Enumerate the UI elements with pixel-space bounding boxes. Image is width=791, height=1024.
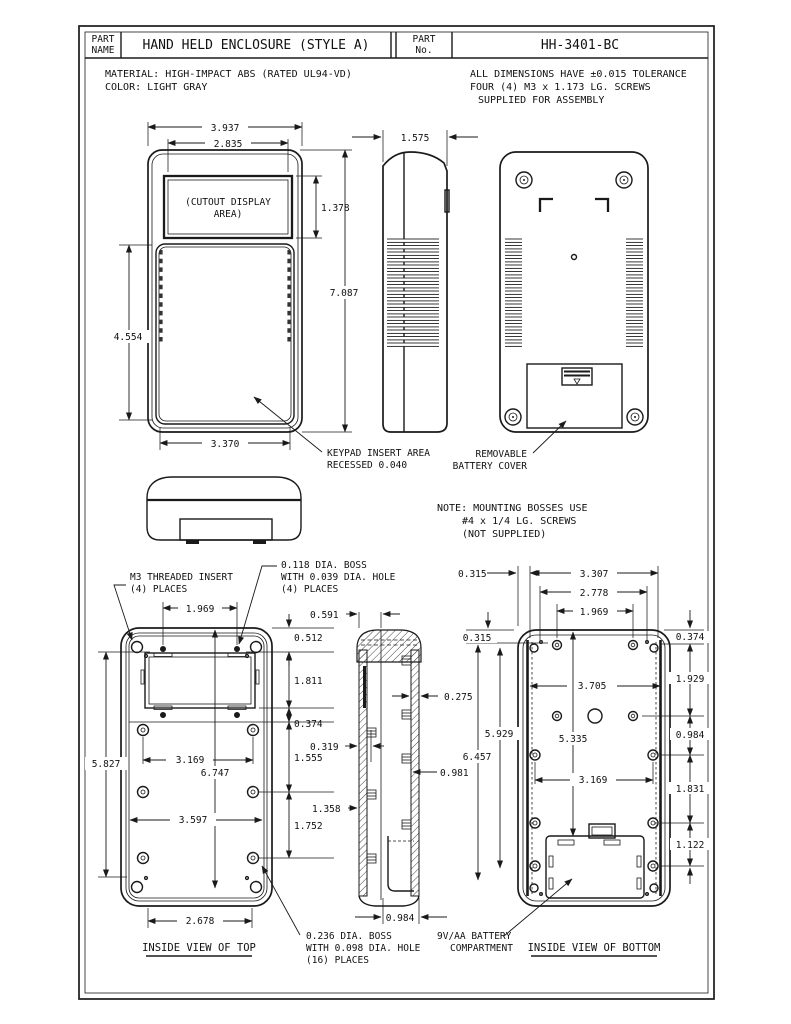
mounting-note bbox=[437, 503, 588, 540]
inside-bottom-view bbox=[518, 630, 670, 906]
part-name-label-1: PART bbox=[91, 34, 115, 45]
boss-note-3: (4) PLACES bbox=[281, 584, 339, 595]
dim-inner-width-bottom: 3.705 bbox=[577, 681, 607, 692]
dim-center-height: 5.335 bbox=[558, 734, 588, 745]
screw-top-left bbox=[516, 172, 532, 188]
screw-bottom-left bbox=[505, 409, 521, 425]
dim-overall-height-bottom: 6.457 bbox=[462, 752, 492, 763]
dim-edge-top: 0.315 bbox=[458, 569, 487, 580]
inside-bottom-caption: INSIDE VIEW OF BOTTOM bbox=[527, 942, 661, 954]
bracket-right bbox=[595, 199, 608, 212]
mounting-note-3: (NOT SUPPLIED) bbox=[462, 529, 547, 540]
dim-edge-left: 0.315 bbox=[462, 633, 492, 644]
dim-right-2: 0.984 bbox=[675, 730, 705, 741]
screw-top-right bbox=[616, 172, 632, 188]
boss16-note-3: (16) PLACES bbox=[306, 955, 369, 966]
boss-note-1: 0.118 DIA. BOSS bbox=[281, 560, 367, 571]
dim-keypad-height: 4.554 bbox=[113, 332, 143, 343]
dim-top-offset: 0.512 bbox=[294, 633, 323, 644]
tolerance-note-3: SUPPLIED FOR ASSEMBLY bbox=[478, 95, 605, 106]
back-ribs-right bbox=[626, 238, 643, 348]
dim-top-offset: 0.591 bbox=[310, 610, 339, 621]
dim-gap: 0.374 bbox=[294, 719, 323, 730]
keypad-note-2: RECESSED 0.040 bbox=[327, 460, 408, 471]
side-view bbox=[352, 130, 478, 432]
dim-boss-pitch-bottom: 1.969 bbox=[579, 607, 609, 618]
front-view bbox=[148, 150, 302, 432]
insert-note-1: M3 THREADED INSERT bbox=[130, 572, 233, 583]
dim-inner-height: 6.747 bbox=[200, 768, 230, 779]
battery-cover bbox=[527, 364, 622, 428]
dim-boss-pitch: 1.969 bbox=[185, 604, 215, 615]
battery-note-1: 9V/AA BATTERY bbox=[437, 931, 512, 942]
dim-side-height: 5.827 bbox=[91, 759, 121, 770]
battery-note-2: COMPARTMENT bbox=[450, 943, 513, 954]
section-view bbox=[357, 630, 421, 906]
section-clips bbox=[367, 656, 411, 863]
cover-note-1: REMOVABLE bbox=[475, 449, 527, 460]
bracket-left bbox=[540, 199, 553, 212]
material-notes bbox=[105, 69, 352, 93]
tolerance-note-1: ALL DIMENSIONS HAVE ±0.015 TOLERANCE bbox=[470, 69, 687, 80]
dim-overall-width: 3.937 bbox=[210, 123, 240, 134]
cover-note-2: BATTERY COVER bbox=[452, 461, 527, 472]
part-name-value: HAND HELD ENCLOSURE (STYLE A) bbox=[142, 38, 370, 53]
battery-compartment bbox=[546, 824, 644, 898]
dim-left-upper: 0.319 bbox=[310, 742, 339, 753]
display-cutout-label-1: (CUTOUT DISPLAY bbox=[185, 197, 271, 208]
material-note: MATERIAL: HIGH-IMPACT ABS (RATED UL94-VD) bbox=[105, 69, 352, 80]
tolerance-note-2: FOUR (4) M3 x 1.173 LG. SCREWS bbox=[470, 82, 651, 93]
dim-right-3: 1.831 bbox=[675, 784, 705, 795]
dim-row-2: 1.752 bbox=[294, 821, 323, 832]
back-ribs-left bbox=[505, 238, 522, 348]
dim-display-height: 1.378 bbox=[321, 203, 350, 214]
dim-boss-width: 3.169 bbox=[175, 755, 205, 766]
tolerance-notes bbox=[470, 69, 687, 106]
screw-bottom-right bbox=[627, 409, 643, 425]
dim-boss-width-bottom: 3.169 bbox=[578, 775, 608, 786]
dim-depth: 1.575 bbox=[400, 133, 430, 144]
boss16-note-2: WITH 0.098 DIA. HOLE bbox=[306, 943, 421, 954]
keypad-note-1: KEYPAD INSERT AREA bbox=[327, 448, 430, 459]
dim-display-opening: 1.811 bbox=[294, 676, 323, 687]
inside-top-dimensions bbox=[85, 560, 396, 956]
battery-cover-latch bbox=[562, 368, 592, 385]
dim-side-height-bottom: 5.929 bbox=[484, 729, 514, 740]
part-no-value: HH-3401-BC bbox=[540, 38, 620, 53]
dim-left-lower: 1.358 bbox=[312, 804, 341, 815]
mounting-note-2: #4 x 1/4 LG. SCREWS bbox=[462, 516, 577, 527]
part-no-label-2: No. bbox=[415, 45, 433, 56]
sheet-border bbox=[79, 26, 714, 999]
dim-right: 0.981 bbox=[440, 768, 469, 779]
dim-inner-width: 3.597 bbox=[178, 815, 208, 826]
dim-overall-height: 7.087 bbox=[329, 288, 359, 299]
mounting-note-1: NOTE: MOUNTING BOSSES USE bbox=[437, 503, 588, 514]
dim-wall: 0.275 bbox=[444, 692, 473, 703]
display-cutout-label-2: AREA) bbox=[213, 209, 243, 220]
insert-note-2: (4) PLACES bbox=[130, 584, 188, 595]
center-boss-hole bbox=[588, 709, 602, 723]
dim-bottom: 0.984 bbox=[385, 913, 415, 924]
center-hole bbox=[572, 255, 577, 260]
title-block bbox=[85, 32, 708, 58]
part-no-label-1: PART bbox=[412, 34, 436, 45]
end-view bbox=[147, 477, 301, 544]
dim-keypad-width: 3.370 bbox=[210, 439, 240, 450]
mounting-bosses bbox=[138, 725, 259, 864]
inside-top-caption: INSIDE VIEW OF TOP bbox=[142, 942, 256, 954]
boss-note-2: WITH 0.039 DIA. HOLE bbox=[281, 572, 396, 583]
color-note: COLOR: LIGHT GRAY bbox=[105, 82, 208, 93]
section-battery-pocket bbox=[388, 836, 414, 891]
dim-bottom-width: 2.678 bbox=[185, 916, 215, 927]
dim-edge-right: 0.374 bbox=[675, 632, 705, 643]
dim-holes-width: 3.307 bbox=[579, 569, 609, 580]
dim-right-4: 1.122 bbox=[675, 840, 705, 851]
part-name-label-2: NAME bbox=[91, 45, 115, 56]
side-ribs bbox=[387, 238, 439, 348]
dim-right-1: 1.929 bbox=[675, 674, 705, 685]
dim-corner-width: 2.778 bbox=[579, 588, 609, 599]
boss16-note-1: 0.236 DIA. BOSS bbox=[306, 931, 392, 942]
back-view bbox=[453, 152, 648, 472]
dim-display-width: 2.835 bbox=[213, 139, 243, 150]
dim-row-1: 1.555 bbox=[294, 753, 323, 764]
